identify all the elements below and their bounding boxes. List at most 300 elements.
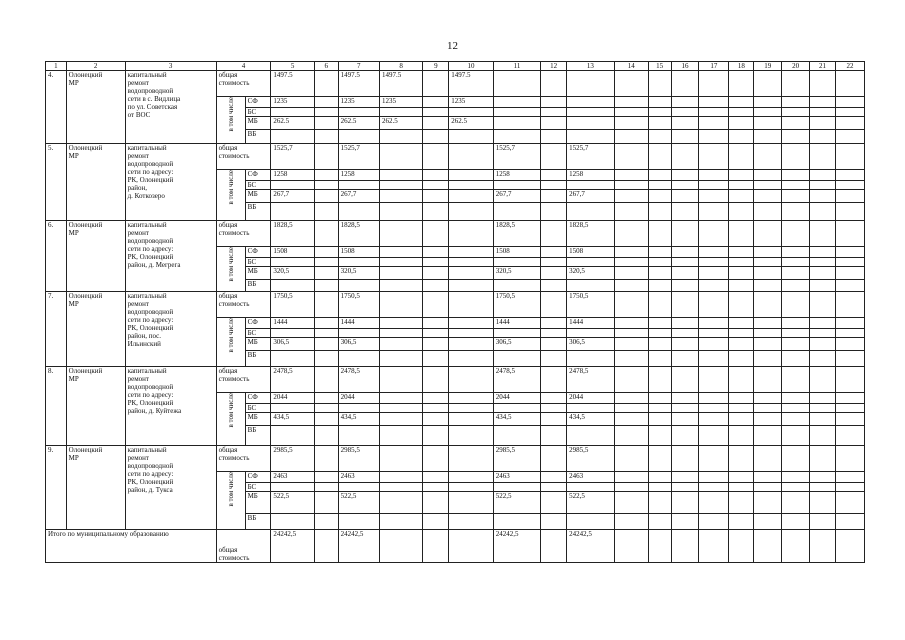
column-number: 2 [66, 62, 125, 71]
fund-value-c13: 1258 [567, 170, 615, 181]
fund-value-c13: 2044 [567, 393, 615, 404]
fund-value-c15 [648, 267, 671, 280]
total-value-c22 [835, 446, 864, 472]
total-value-c9 [423, 144, 449, 170]
summary-value-c17 [699, 530, 729, 563]
total-value-c8 [379, 221, 422, 247]
fund-value-c22 [835, 203, 864, 221]
fund-type: ВБ [245, 130, 271, 144]
including-label-text: в том числе [226, 318, 235, 353]
total-value-c9 [423, 71, 449, 97]
total-value-c22 [835, 367, 864, 393]
total-value-c13: 2478,5 [567, 367, 615, 393]
fund-value-c19 [754, 329, 782, 338]
fund-value-c22 [835, 280, 864, 292]
fund-type: МБ [245, 413, 271, 426]
fund-value-c12 [541, 472, 567, 483]
fund-value-c18 [729, 483, 754, 492]
fund-value-c15 [648, 404, 671, 413]
fund-value-c15 [648, 181, 671, 190]
municipality: Олонецкий МР [66, 446, 125, 530]
fund-value-c15 [648, 170, 671, 181]
fund-value-c12 [541, 393, 567, 404]
column-number: 3 [125, 62, 216, 71]
fund-value-c22 [835, 514, 864, 530]
project-description: капитальный ремонт водопроводной сети по адресу: РК, Олонецкий район, д. Мегрега [125, 221, 216, 292]
fund-value-c11: 1444 [493, 318, 541, 329]
fund-value-c20 [782, 108, 810, 117]
fund-value-c18 [729, 318, 754, 329]
fund-value-c15 [648, 329, 671, 338]
total-value-c10 [449, 367, 493, 393]
fund-value-c10 [449, 351, 493, 367]
fund-value-c18 [729, 514, 754, 530]
total-value-c21 [810, 144, 836, 170]
fund-value-c20 [782, 338, 810, 351]
fund-type: ВБ [245, 351, 271, 367]
fund-value-c16 [671, 280, 699, 292]
fund-value-c13 [567, 483, 615, 492]
fund-value-c8: 1235 [379, 97, 422, 108]
fund-value-c7 [338, 483, 379, 492]
total-value-c17 [699, 292, 729, 318]
fund-value-c14 [614, 203, 648, 221]
fund-value-c20 [782, 181, 810, 190]
fund-value-c9 [423, 514, 449, 530]
column-number: 14 [614, 62, 648, 71]
total-value-c20 [782, 292, 810, 318]
fund-value-c15 [648, 280, 671, 292]
fund-value-c16 [671, 483, 699, 492]
fund-value-c14 [614, 267, 648, 280]
fund-value-c12 [541, 413, 567, 426]
fund-value-c15 [648, 472, 671, 483]
total-value-c21 [810, 292, 836, 318]
total-value-c13 [567, 71, 615, 97]
fund-value-c5 [271, 426, 314, 446]
total-value-c7: 2985,5 [338, 446, 379, 472]
total-value-c22 [835, 71, 864, 97]
fund-value-c19 [754, 426, 782, 446]
fund-type: ВБ [245, 280, 271, 292]
fund-value-c8 [379, 351, 422, 367]
fund-value-c11: 2044 [493, 393, 541, 404]
fund-value-c7: 434,5 [338, 413, 379, 426]
fund-value-c18 [729, 338, 754, 351]
fund-value-c6 [314, 338, 338, 351]
fund-value-c10 [449, 267, 493, 280]
fund-value-c10 [449, 130, 493, 144]
row-number: 7. [46, 292, 67, 367]
fund-value-c11: 1258 [493, 170, 541, 181]
fund-type: ВБ [245, 426, 271, 446]
fund-value-c11 [493, 483, 541, 492]
project-row [46, 221, 865, 247]
total-value-c5: 1497.5 [271, 71, 314, 97]
fund-value-c13: 434,5 [567, 413, 615, 426]
column-number: 10 [449, 62, 493, 71]
fund-value-c5: 320,5 [271, 267, 314, 280]
fund-value-c22 [835, 426, 864, 446]
summary-value-c15 [648, 530, 671, 563]
fund-value-c7: 2463 [338, 472, 379, 483]
total-value-c14 [614, 71, 648, 97]
total-value-c17 [699, 221, 729, 247]
column-number: 15 [648, 62, 671, 71]
fund-value-c14 [614, 130, 648, 144]
fund-value-c16 [671, 190, 699, 203]
fund-value-c19 [754, 404, 782, 413]
fund-value-c20 [782, 492, 810, 514]
fund-value-c20 [782, 280, 810, 292]
fund-value-c12 [541, 267, 567, 280]
fund-value-c6 [314, 108, 338, 117]
fund-value-c12 [541, 329, 567, 338]
fund-value-c13 [567, 351, 615, 367]
fund-value-c21 [810, 351, 836, 367]
fund-value-c19 [754, 117, 782, 130]
fund-value-c14 [614, 318, 648, 329]
fund-value-c11: 320,5 [493, 267, 541, 280]
total-value-c5: 1828,5 [271, 221, 314, 247]
fund-value-c20 [782, 258, 810, 267]
total-value-c15 [648, 144, 671, 170]
fund-value-c22 [835, 483, 864, 492]
fund-value-c18 [729, 280, 754, 292]
including-label [216, 472, 245, 530]
fund-value-c10 [449, 108, 493, 117]
total-value-c7: 1828,5 [338, 221, 379, 247]
fund-value-c15 [648, 413, 671, 426]
summary-value-c11: 24242,5 [493, 530, 541, 563]
total-value-c18 [729, 292, 754, 318]
fund-value-c16 [671, 329, 699, 338]
fund-value-c12 [541, 492, 567, 514]
fund-value-c13 [567, 181, 615, 190]
total-value-c20 [782, 367, 810, 393]
fund-value-c9 [423, 190, 449, 203]
fund-value-c10 [449, 170, 493, 181]
fund-value-c22 [835, 393, 864, 404]
fund-value-c20 [782, 190, 810, 203]
total-value-c12 [541, 367, 567, 393]
fund-value-c17 [699, 514, 729, 530]
fund-value-c15 [648, 318, 671, 329]
fund-type: СФ [245, 472, 271, 483]
fund-type: МБ [245, 338, 271, 351]
fund-value-c21 [810, 247, 836, 258]
fund-value-c15 [648, 338, 671, 351]
total-value-c6 [314, 367, 338, 393]
fund-value-c20 [782, 247, 810, 258]
fund-value-c13 [567, 329, 615, 338]
column-number-row [46, 62, 865, 71]
total-value-c5: 1525,7 [271, 144, 314, 170]
fund-value-c19 [754, 483, 782, 492]
fund-value-c7: 1508 [338, 247, 379, 258]
fund-value-c14 [614, 97, 648, 108]
fund-value-c13 [567, 280, 615, 292]
fund-value-c18 [729, 413, 754, 426]
total-value-c12 [541, 292, 567, 318]
total-value-c13: 1828,5 [567, 221, 615, 247]
project-description: капитальный ремонт водопроводной сети по адресу: РК, Олонецкий район, д. Тукса [125, 446, 216, 530]
fund-value-c17 [699, 117, 729, 130]
fund-value-c15 [648, 514, 671, 530]
fund-value-c20 [782, 483, 810, 492]
fund-value-c17 [699, 413, 729, 426]
fund-value-c22 [835, 267, 864, 280]
total-cost-label: общая стоимость [216, 292, 271, 318]
fund-value-c7: 1258 [338, 170, 379, 181]
fund-value-c8 [379, 170, 422, 181]
fund-value-c14 [614, 181, 648, 190]
fund-value-c22 [835, 413, 864, 426]
fund-type: БС [245, 483, 271, 492]
column-number: 12 [541, 62, 567, 71]
total-value-c12 [541, 221, 567, 247]
fund-value-c15 [648, 203, 671, 221]
column-number: 16 [671, 62, 699, 71]
fund-value-c5: 262.5 [271, 117, 314, 130]
fund-value-c18 [729, 393, 754, 404]
fund-value-c11 [493, 181, 541, 190]
municipality: Олонецкий МР [66, 292, 125, 367]
fund-value-c11 [493, 203, 541, 221]
fund-value-c12 [541, 181, 567, 190]
total-value-c13: 1750,5 [567, 292, 615, 318]
fund-value-c14 [614, 351, 648, 367]
fund-value-c18 [729, 267, 754, 280]
fund-type: ВБ [245, 203, 271, 221]
fund-value-c5: 1444 [271, 318, 314, 329]
fund-value-c16 [671, 393, 699, 404]
fund-value-c10 [449, 413, 493, 426]
fund-value-c9 [423, 170, 449, 181]
fund-value-c9 [423, 351, 449, 367]
fund-value-c18 [729, 492, 754, 514]
fund-value-c8 [379, 413, 422, 426]
summary-value-c13: 24242,5 [567, 530, 615, 563]
fund-value-c19 [754, 393, 782, 404]
fund-value-c17 [699, 258, 729, 267]
including-label-text: в том числе [226, 472, 235, 507]
including-label-text: в том числе [226, 97, 235, 132]
fund-value-c18 [729, 203, 754, 221]
fund-value-c19 [754, 170, 782, 181]
fund-value-c10 [449, 318, 493, 329]
fund-value-c12 [541, 247, 567, 258]
fund-value-c21 [810, 472, 836, 483]
fund-value-c22 [835, 117, 864, 130]
municipality: Олонецкий МР [66, 367, 125, 446]
column-number: 13 [567, 62, 615, 71]
total-value-c11: 1828,5 [493, 221, 541, 247]
fund-value-c17 [699, 404, 729, 413]
fund-value-c17 [699, 329, 729, 338]
fund-value-c13: 1444 [567, 318, 615, 329]
fund-value-c15 [648, 130, 671, 144]
fund-value-c22 [835, 181, 864, 190]
funding-table [45, 61, 865, 563]
including-label-text: в том числе [226, 170, 235, 205]
fund-value-c15 [648, 492, 671, 514]
fund-value-c20 [782, 404, 810, 413]
fund-value-c8 [379, 483, 422, 492]
fund-value-c11 [493, 514, 541, 530]
fund-value-c7 [338, 404, 379, 413]
fund-value-c5 [271, 181, 314, 190]
fund-value-c8 [379, 329, 422, 338]
fund-value-c19 [754, 351, 782, 367]
fund-type: МБ [245, 117, 271, 130]
fund-value-c8 [379, 280, 422, 292]
fund-value-c6 [314, 514, 338, 530]
fund-value-c7 [338, 329, 379, 338]
total-cost-label: общая стоимость [216, 221, 271, 247]
column-number: 9 [423, 62, 449, 71]
fund-value-c10 [449, 483, 493, 492]
fund-value-c15 [648, 190, 671, 203]
fund-value-c9 [423, 329, 449, 338]
fund-value-c18 [729, 130, 754, 144]
including-label [216, 247, 245, 292]
fund-type: СФ [245, 318, 271, 329]
total-value-c16 [671, 144, 699, 170]
fund-value-c13 [567, 258, 615, 267]
fund-value-c14 [614, 393, 648, 404]
total-value-c16 [671, 221, 699, 247]
fund-type: СФ [245, 393, 271, 404]
fund-value-c17 [699, 338, 729, 351]
summary-value-c20 [782, 530, 810, 563]
fund-value-c19 [754, 108, 782, 117]
fund-value-c16 [671, 472, 699, 483]
total-value-c19 [754, 71, 782, 97]
fund-value-c7 [338, 351, 379, 367]
total-value-c19 [754, 446, 782, 472]
including-label-text: в том числе [226, 247, 235, 282]
fund-value-c14 [614, 472, 648, 483]
project-description: капитальный ремонт водопроводной сети в с. Видлица по ул. Советская от ВОС [125, 71, 216, 144]
total-value-c21 [810, 367, 836, 393]
total-value-c5: 1750,5 [271, 292, 314, 318]
fund-value-c5: 2463 [271, 472, 314, 483]
total-value-c15 [648, 221, 671, 247]
fund-value-c14 [614, 404, 648, 413]
total-value-c19 [754, 292, 782, 318]
fund-value-c5 [271, 351, 314, 367]
fund-value-c7: 320,5 [338, 267, 379, 280]
fund-value-c19 [754, 97, 782, 108]
fund-value-c13 [567, 97, 615, 108]
total-value-c10 [449, 292, 493, 318]
fund-value-c17 [699, 247, 729, 258]
fund-value-c17 [699, 170, 729, 181]
fund-value-c20 [782, 426, 810, 446]
fund-value-c5: 267,7 [271, 190, 314, 203]
fund-value-c13: 522,5 [567, 492, 615, 514]
fund-value-c19 [754, 247, 782, 258]
fund-value-c15 [648, 258, 671, 267]
fund-value-c6 [314, 413, 338, 426]
total-value-c9 [423, 292, 449, 318]
total-value-c19 [754, 144, 782, 170]
fund-value-c21 [810, 329, 836, 338]
fund-value-c6 [314, 404, 338, 413]
fund-value-c20 [782, 170, 810, 181]
fund-value-c11: 306,5 [493, 338, 541, 351]
fund-value-c7 [338, 514, 379, 530]
fund-value-c17 [699, 203, 729, 221]
fund-value-c16 [671, 404, 699, 413]
municipality: Олонецкий МР [66, 71, 125, 144]
total-value-c13: 2985,5 [567, 446, 615, 472]
column-number: 8 [379, 62, 422, 71]
fund-value-c15 [648, 393, 671, 404]
project-row [46, 292, 865, 318]
fund-value-c12 [541, 258, 567, 267]
fund-type: ВБ [245, 514, 271, 530]
fund-value-c21 [810, 318, 836, 329]
total-value-c8 [379, 446, 422, 472]
total-value-c21 [810, 71, 836, 97]
summary-value-c5: 24242,5 [271, 530, 314, 563]
fund-value-c8 [379, 514, 422, 530]
fund-value-c5 [271, 329, 314, 338]
total-value-c21 [810, 446, 836, 472]
fund-value-c12 [541, 404, 567, 413]
fund-type: БС [245, 329, 271, 338]
fund-value-c10 [449, 280, 493, 292]
fund-value-c14 [614, 108, 648, 117]
fund-value-c19 [754, 318, 782, 329]
fund-value-c7: 522,5 [338, 492, 379, 514]
fund-value-c6 [314, 267, 338, 280]
fund-value-c16 [671, 130, 699, 144]
fund-value-c20 [782, 472, 810, 483]
total-value-c11: 2985,5 [493, 446, 541, 472]
fund-value-c13: 2463 [567, 472, 615, 483]
fund-value-c7 [338, 108, 379, 117]
fund-value-c13 [567, 203, 615, 221]
fund-value-c8 [379, 318, 422, 329]
total-value-c15 [648, 71, 671, 97]
fund-value-c16 [671, 514, 699, 530]
fund-value-c17 [699, 426, 729, 446]
fund-value-c8 [379, 393, 422, 404]
summary-value-c12 [541, 530, 567, 563]
total-value-c22 [835, 221, 864, 247]
fund-value-c11 [493, 117, 541, 130]
fund-value-c9 [423, 393, 449, 404]
fund-type: БС [245, 404, 271, 413]
fund-value-c10 [449, 393, 493, 404]
fund-value-c14 [614, 280, 648, 292]
fund-value-c20 [782, 514, 810, 530]
municipality: Олонецкий МР [66, 144, 125, 221]
fund-value-c21 [810, 426, 836, 446]
total-value-c18 [729, 367, 754, 393]
total-value-c17 [699, 71, 729, 97]
fund-value-c7 [338, 280, 379, 292]
total-value-c7: 1497.5 [338, 71, 379, 97]
fund-value-c9 [423, 413, 449, 426]
fund-value-c13 [567, 514, 615, 530]
summary-row [46, 530, 865, 563]
fund-value-c9 [423, 483, 449, 492]
fund-value-c7: 306,5 [338, 338, 379, 351]
